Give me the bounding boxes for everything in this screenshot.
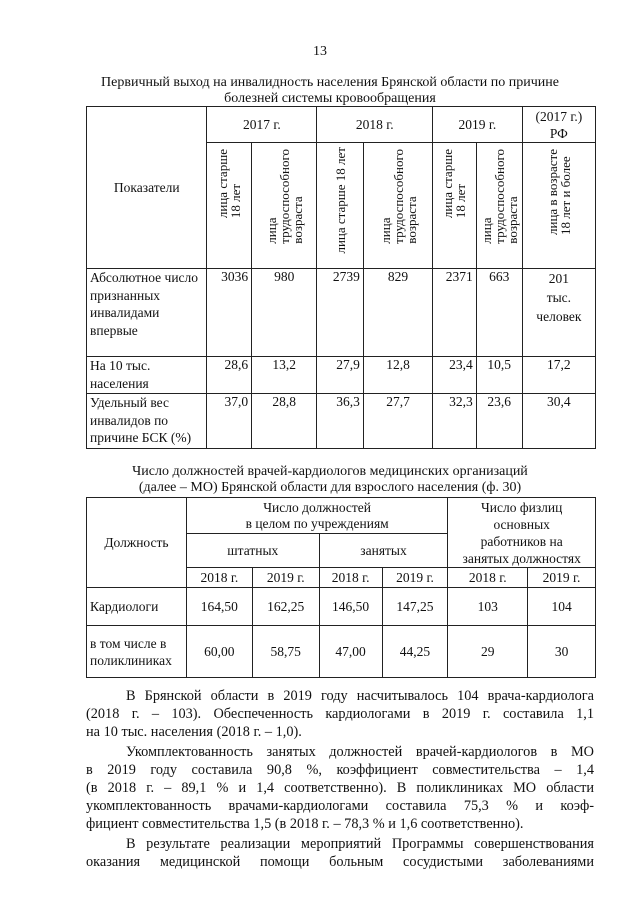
cell: 147,25 bbox=[382, 588, 448, 626]
table1-caption bbox=[70, 75, 590, 107]
cell: 164,50 bbox=[186, 588, 252, 626]
year-header: 2019 г. bbox=[382, 568, 448, 588]
table2-caption bbox=[70, 464, 590, 496]
header-persons-line2: основных bbox=[493, 516, 550, 532]
cell: 30 bbox=[528, 626, 596, 678]
cell: 104 bbox=[528, 588, 596, 626]
sub-2018-over18-text: лица старше 18 лет bbox=[332, 147, 348, 254]
cell: 12,8 bbox=[363, 357, 432, 394]
header-rf-line1: (2017 г.) bbox=[535, 108, 583, 124]
header-indicators: Показатели bbox=[87, 107, 207, 269]
sub-2019-working bbox=[476, 143, 522, 269]
cell: 980 bbox=[252, 269, 317, 357]
sub-2019-working-line3: возраста bbox=[504, 196, 520, 244]
cell: 2739 bbox=[317, 269, 364, 357]
header-2018: 2018 г. bbox=[317, 107, 433, 143]
table-row bbox=[87, 357, 596, 394]
header-staff: штатных bbox=[186, 534, 319, 568]
cell: 829 bbox=[363, 269, 432, 357]
paragraph-3 bbox=[86, 835, 594, 871]
header-positions-line1: Число должностей bbox=[263, 499, 372, 515]
header-rf bbox=[522, 107, 595, 143]
table-row bbox=[87, 588, 596, 626]
sub-2017-over18-line1: лица старше bbox=[215, 149, 231, 219]
sub-rf-line1: лица в возрасте bbox=[544, 149, 560, 235]
year-header: 2018 г. bbox=[448, 568, 528, 588]
text-line: фициент совместительства 1,5 (в 2018 г. – 78,3 % и 1,6 соответственно). bbox=[86, 816, 524, 832]
sub-2017-working-line3: возраста bbox=[289, 196, 305, 244]
row-label-polyclinics-line1: в том числе в bbox=[90, 635, 167, 651]
text-line: в 2019 году составила 90,8 %, коэффициент совместительства – 1,4 bbox=[86, 762, 594, 778]
cell-rf-absolute bbox=[522, 269, 595, 357]
table-row bbox=[87, 269, 596, 357]
cell: 44,25 bbox=[382, 626, 448, 678]
cell: 2371 bbox=[433, 269, 477, 357]
text-line: оказания медицинской помощи больным сосудистыми заболеваниями bbox=[86, 854, 594, 870]
text-line: В Брянской области в 2019 году насчитывалось 104 врача-кардиолога bbox=[126, 688, 594, 704]
sub-2019-over18-line2: 18 лет bbox=[453, 183, 469, 219]
cell: 60,00 bbox=[186, 626, 252, 678]
paragraph-2 bbox=[86, 743, 594, 833]
table2-caption-line2: (далее – МО) Брянской области для взрослого населения (ф. 30) bbox=[138, 480, 522, 495]
row-label-polyclinics bbox=[87, 626, 187, 678]
table-row bbox=[87, 626, 596, 678]
page-number: 13 bbox=[313, 44, 327, 59]
cell: 30,4 bbox=[522, 394, 595, 449]
header-positions-line2: в целом по учреждениям bbox=[245, 515, 389, 531]
row-label-per10k: На 10 тыс. населения bbox=[87, 357, 207, 394]
cell: 28,8 bbox=[252, 394, 317, 449]
sub-2017-working-line1: лица bbox=[263, 217, 279, 244]
year-header: 2018 г. bbox=[186, 568, 252, 588]
text-line: укомплектованность врачами-кардиологами составила 75,3 % и коэф- bbox=[86, 798, 594, 814]
paragraph-1 bbox=[86, 687, 594, 741]
row-label-absolute: Абсолютное число признанных инвалидами впервые bbox=[87, 269, 207, 357]
cell: 28,6 bbox=[207, 357, 252, 394]
header-persons-line4: занятых должностях bbox=[462, 550, 581, 566]
row-label-share: Удельный вес инвалидов по причине БСК (%) bbox=[87, 394, 207, 449]
sub-rf bbox=[522, 143, 595, 269]
table1-caption-line1: Первичный выход на инвалидность населения Брянской области по причине bbox=[101, 75, 559, 90]
sub-2018-working-line1: лица bbox=[377, 217, 393, 244]
rf-abs-line3: человек bbox=[536, 309, 582, 324]
row-label-polyclinics-line2: поликлиниках bbox=[90, 652, 172, 668]
sub-2017-working bbox=[252, 143, 317, 269]
header-persons-line1: Число физлиц bbox=[481, 499, 563, 515]
header-2019: 2019 г. bbox=[433, 107, 523, 143]
header-2017: 2017 г. bbox=[207, 107, 317, 143]
header-occupied: занятых bbox=[319, 534, 448, 568]
sub-2017-working-line2: трудоспособного bbox=[276, 149, 292, 244]
text-line: на 10 тыс. населения (2018 г. – 1,0). bbox=[86, 724, 302, 740]
cell: 36,3 bbox=[317, 394, 364, 449]
cell: 32,3 bbox=[433, 394, 477, 449]
cell: 58,75 bbox=[252, 626, 319, 678]
rf-abs-line1: 201 bbox=[548, 271, 569, 286]
rf-abs-line2: тыс. bbox=[546, 290, 572, 305]
cell: 27,7 bbox=[363, 394, 432, 449]
cell: 23,6 bbox=[476, 394, 522, 449]
cell: 37,0 bbox=[207, 394, 252, 449]
header-rf-line2: РФ bbox=[549, 125, 568, 141]
text-line: В результате реализации мероприятий Программы совершенствования bbox=[126, 836, 594, 852]
cell: 47,00 bbox=[319, 626, 382, 678]
table2-caption-line1: Число должностей врачей-кардиологов медицинских организаций bbox=[132, 464, 528, 479]
sub-2018-over18 bbox=[317, 143, 364, 269]
cell: 103 bbox=[448, 588, 528, 626]
text-line: (2018 г. – 103). Обеспеченность кардиологами в 2019 г. составила 1,1 bbox=[86, 706, 594, 722]
cell: 17,2 bbox=[522, 357, 595, 394]
sub-2018-working-line3: возраста bbox=[403, 196, 419, 244]
sub-rf-line2: 18 лет и более bbox=[557, 156, 573, 235]
text-line: Укомплектованность занятых должностей врачей-кардиологов в МО bbox=[126, 744, 594, 760]
year-header: 2018 г. bbox=[319, 568, 382, 588]
sub-2019-over18 bbox=[433, 143, 477, 269]
sub-2018-working-line2: трудоспособного bbox=[390, 149, 406, 244]
header-position: Должность bbox=[87, 498, 187, 588]
disability-table bbox=[86, 106, 596, 449]
sub-2018-working bbox=[363, 143, 432, 269]
cell: 663 bbox=[476, 269, 522, 357]
cell: 146,50 bbox=[319, 588, 382, 626]
table-row bbox=[87, 394, 596, 449]
table1-caption-line2: болезней системы кровообращения bbox=[224, 91, 436, 106]
cardiologists-table bbox=[86, 497, 596, 678]
sub-2019-working-line2: трудоспособного bbox=[491, 149, 507, 244]
row-label-cardiologists: Кардиологи bbox=[87, 588, 187, 626]
cell: 27,9 bbox=[317, 357, 364, 394]
sub-2017-over18-line2: 18 лет bbox=[228, 183, 244, 219]
cell: 162,25 bbox=[252, 588, 319, 626]
text-line: (в 2018 г. – 89,1 % и 1,4 соответственно). В поликлиниках МО области bbox=[86, 780, 594, 796]
cell: 3036 bbox=[207, 269, 252, 357]
year-header: 2019 г. bbox=[252, 568, 319, 588]
cell: 23,4 bbox=[433, 357, 477, 394]
cell: 13,2 bbox=[252, 357, 317, 394]
header-positions bbox=[186, 498, 447, 534]
cell: 10,5 bbox=[476, 357, 522, 394]
sub-2019-over18-line1: лица старше bbox=[440, 149, 456, 219]
sub-2019-working-line1: лица bbox=[478, 217, 494, 244]
header-persons-line3: работников на bbox=[480, 533, 563, 549]
cell: 29 bbox=[448, 626, 528, 678]
header-persons bbox=[448, 498, 596, 568]
sub-2017-over18 bbox=[207, 143, 252, 269]
year-header: 2019 г. bbox=[528, 568, 596, 588]
